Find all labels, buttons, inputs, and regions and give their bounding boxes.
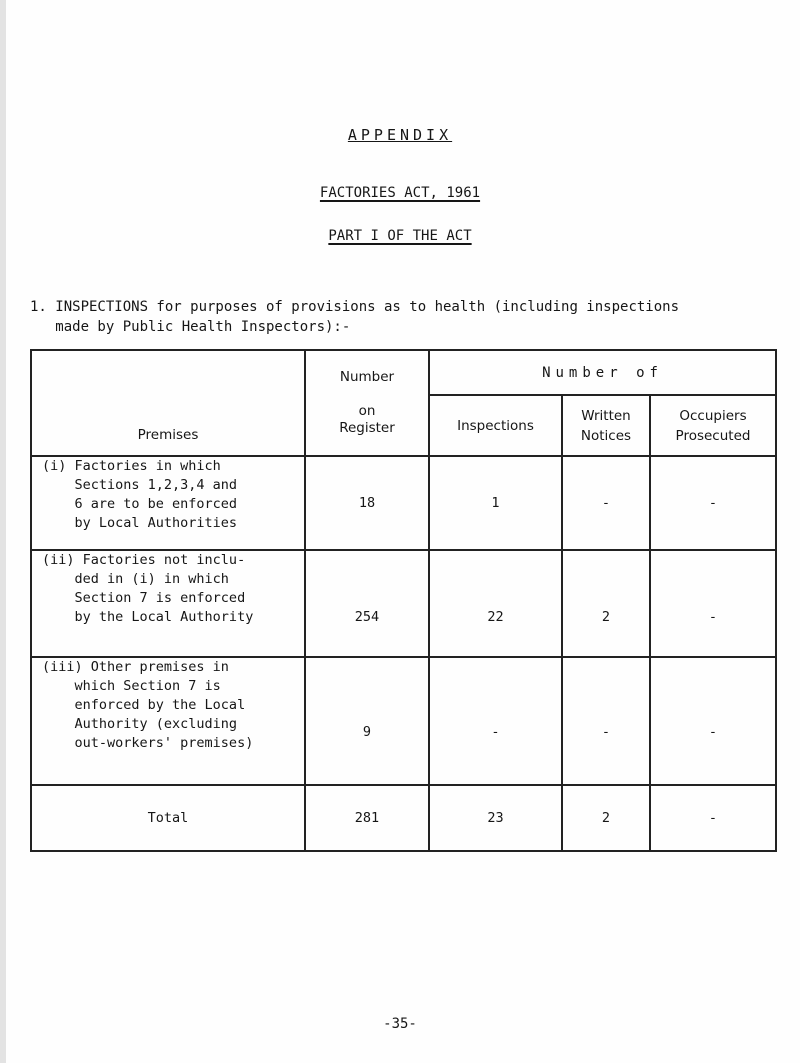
notices-value: - — [601, 724, 611, 740]
act-title: FACTORIES ACT, 1961 — [319, 185, 481, 201]
total-register-value: 281 — [305, 785, 429, 851]
total-notices-value: 2 — [562, 785, 650, 851]
total-prosecuted-value: - — [650, 785, 776, 851]
inspections-value: 1 — [491, 495, 500, 511]
register-value-cell — [305, 550, 429, 657]
prosecuted-value: - — [708, 724, 718, 740]
total-inspections-value: 23 — [429, 785, 562, 851]
occupiers-prosecuted-header: Occupiers Prosecuted — [650, 395, 776, 456]
register-header: Number on Register — [305, 350, 429, 456]
inspections-value-cell — [429, 657, 562, 785]
register-value: 18 — [358, 495, 376, 511]
inspections-header: Inspections — [429, 395, 562, 456]
notices-value-cell — [562, 657, 650, 785]
prosecuted-value-cell — [650, 456, 776, 550]
header-row-group — [31, 350, 776, 395]
written-notices-header: Written Notices — [562, 395, 650, 456]
total-label: Total — [31, 785, 305, 851]
inspections-table — [30, 349, 777, 852]
premises-header: Premises — [31, 350, 305, 456]
intro-paragraph: 1. INSPECTIONS for purposes of provisions as to health (including inspections made by Public Health Inspectors):- — [30, 299, 680, 335]
premises-label: (i) Factories in which Sections 1,2,3,4 and 6 are to be enforced by Local Authorities — [31, 456, 305, 550]
total-row — [31, 785, 776, 851]
prosecuted-value-cell — [650, 657, 776, 785]
prosecuted-value: - — [708, 495, 718, 511]
scan-edge — [0, 0, 6, 1063]
prosecuted-value: - — [708, 609, 718, 625]
notices-value: 2 — [601, 609, 611, 625]
number-of-header: Number of — [429, 350, 776, 395]
register-value: 254 — [354, 609, 380, 625]
prosecuted-value-cell — [650, 550, 776, 657]
premises-label: (ii) Factories not inclu- ded in (i) in which Section 7 is enforced by the Local Authority — [31, 550, 305, 657]
register-value: 9 — [362, 724, 372, 740]
appendix-heading: APPENDIX — [347, 126, 453, 144]
notices-value: - — [601, 495, 611, 511]
inspections-value-cell — [429, 456, 562, 550]
inspections-value-cell — [429, 550, 562, 657]
register-value-cell — [305, 657, 429, 785]
register-value-cell — [305, 456, 429, 550]
notices-value-cell — [562, 550, 650, 657]
notices-value-cell — [562, 456, 650, 550]
part-title: PART I OF THE ACT — [328, 228, 472, 244]
inspections-value: - — [491, 724, 500, 740]
inspections-value: 22 — [487, 609, 504, 625]
table-row — [31, 550, 776, 657]
table-row — [31, 657, 776, 785]
table-row — [31, 456, 776, 550]
premises-label: (iii) Other premises in which Section 7 is enforced by the Local Authority (excluding out-workers' premises) — [31, 657, 305, 785]
page-number: -35- — [383, 1016, 417, 1032]
